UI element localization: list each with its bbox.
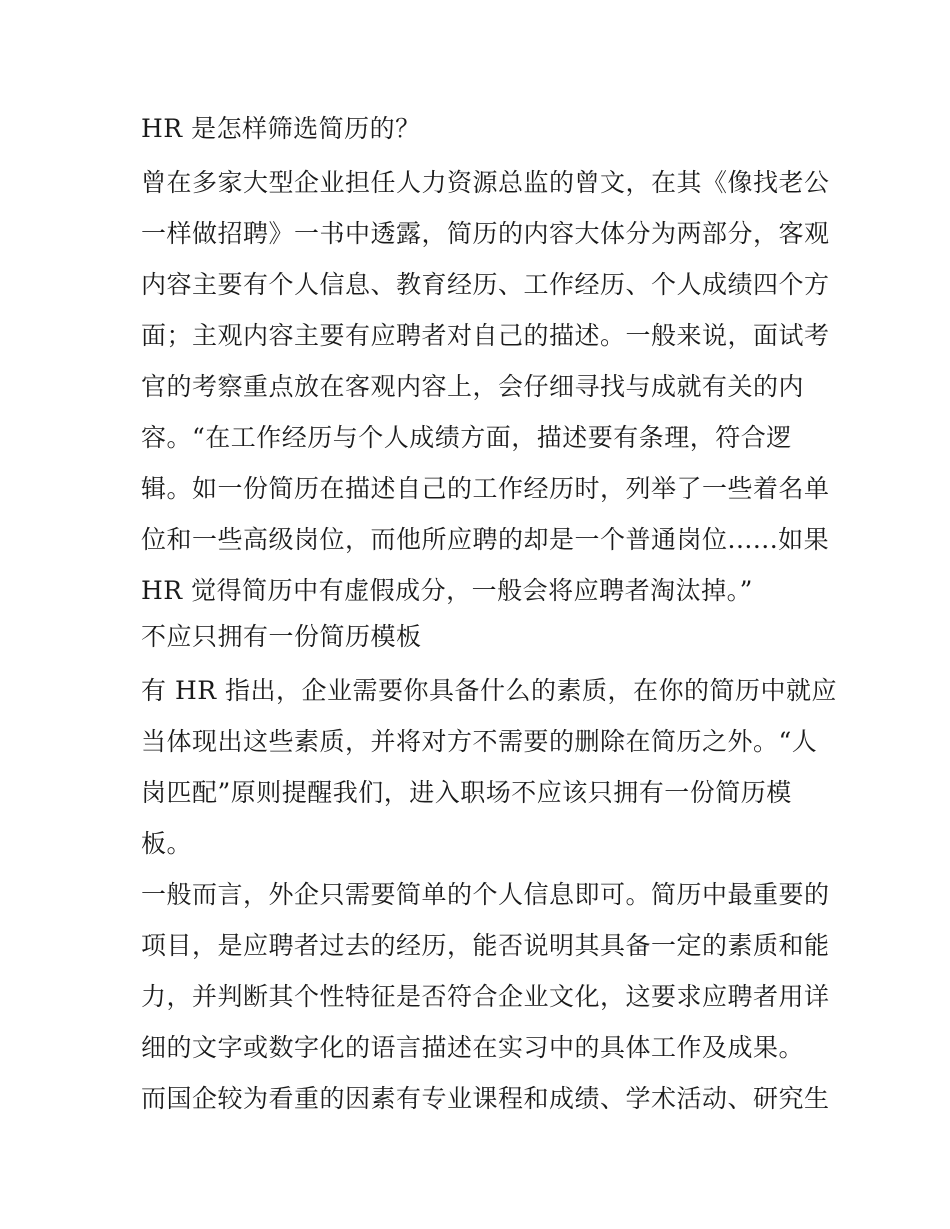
paragraph-line: 面；主观内容主要有应聘者对自己的描述。一般来说，面试考	[141, 321, 830, 350]
paragraph-line: 板。	[141, 829, 193, 858]
paragraph-line: 当体现出这些素质，并将对方不需要的删除在简历之外。“人	[141, 727, 818, 756]
paragraph-line: 细的文字或数字化的语言描述在实习中的具体工作及成果。	[141, 1033, 805, 1062]
paragraph-line: 岗匹配”原则提醒我们，进入职场不应该只拥有一份简历模	[141, 778, 792, 807]
paragraph-line: 力，并判断其个性特征是否符合企业文化，这要求应聘者用详	[141, 982, 830, 1011]
paragraph-line: 内容主要有个人信息、教育经历、工作经历、个人成绩四个方	[141, 270, 830, 299]
paragraph-line: 官的考察重点放在客观内容上，会仔细寻找与成就有关的内	[141, 372, 805, 401]
paragraph-line: 容。“在工作经历与个人成绩方面，描述要有条理，符合逻	[141, 423, 792, 452]
paragraph-line: 一般而言，外企只需要简单的个人信息即可。简历中最重要的	[141, 880, 830, 909]
paragraph-line: 辑。如一份简历在描述自己的工作经历时，列举了一些着名单	[141, 474, 830, 503]
section-heading-hr-screening: HR 是怎样筛选简历的？	[141, 114, 421, 143]
paragraph-line: 一样做招聘》一书中透露，简历的内容大体分为两部分，客观	[141, 219, 830, 248]
paragraph-line: 项目，是应聘者过去的经历，能否说明其具备一定的素质和能	[141, 931, 830, 960]
paragraph-line: 有 HR 指出，企业需要你具备什么的素质，在你的简历中就应	[141, 676, 838, 705]
paragraph-line: 位和一些高级岗位，而他所应聘的却是一个普通岗位......如果	[141, 525, 830, 554]
section-heading-resume-template: 不应只拥有一份简历模板	[141, 622, 422, 651]
paragraph-line: 曾在多家大型企业担任人力资源总监的曾文，在其《像找老公	[141, 168, 830, 197]
paragraph-line: HR 觉得简历中有虚假成分，一般会将应聘者淘汰掉。”	[141, 576, 753, 605]
paragraph-line: 而国企较为看重的因素有专业课程和成绩、学术活动、研究生	[141, 1084, 830, 1113]
